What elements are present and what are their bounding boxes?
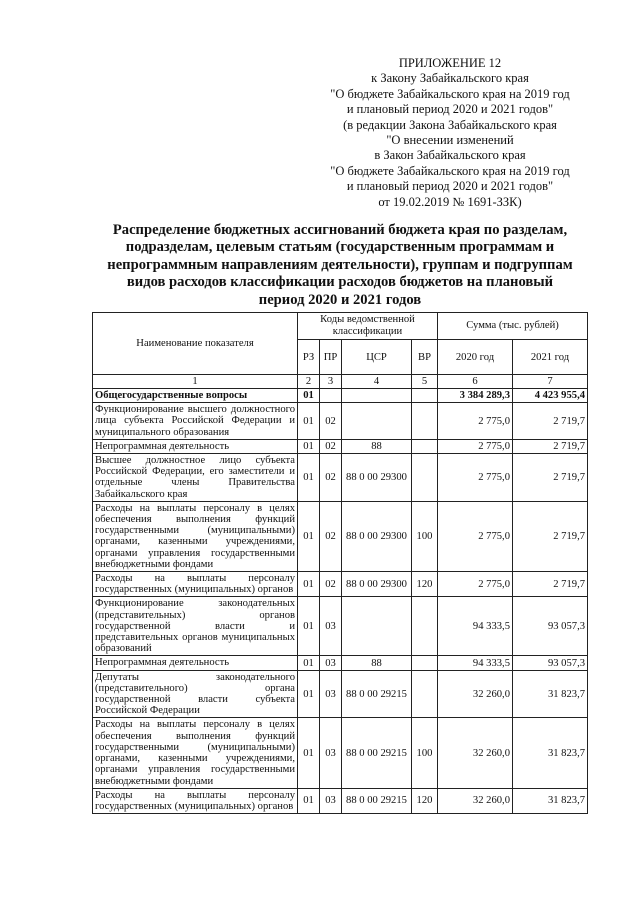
row-sum-2020: 3 384 289,3	[438, 389, 513, 403]
row-rz: 01	[298, 403, 320, 440]
header-line: "О бюджете Забайкальского края на 2019 год	[330, 86, 570, 101]
row-vr	[412, 403, 438, 440]
row-pr	[320, 389, 342, 403]
appendix-header	[300, 56, 600, 210]
row-sum-2021: 31 823,7	[513, 670, 588, 718]
row-rz: 01	[298, 788, 320, 813]
row-pr: 03	[320, 597, 342, 656]
row-csr: 88 0 00 29300	[342, 454, 412, 502]
row-vr: 120	[412, 788, 438, 813]
column-number: 5	[412, 375, 438, 389]
row-csr: 88 0 00 29300	[342, 572, 412, 597]
row-sum-2020: 2 775,0	[438, 403, 513, 440]
row-csr: 88	[342, 439, 412, 453]
header-vr: ВР	[412, 340, 438, 375]
row-vr	[412, 454, 438, 502]
table-row	[93, 597, 588, 656]
row-name: Расходы на выплаты персоналу государственных (муниципальных) органов	[93, 788, 298, 813]
row-sum-2020: 32 260,0	[438, 718, 513, 788]
budget-table	[92, 312, 588, 814]
title-line: подразделам, целевым статьям (государственным программам и	[125, 239, 555, 256]
header-line: "О внесении изменений	[386, 133, 514, 148]
row-pr: 02	[320, 572, 342, 597]
title-line: видов расходов классификации расходов бюджетов на плановый	[126, 274, 554, 291]
row-name: Расходы на выплаты персоналу в целях обеспечения выполнения функций государственными (муниципальными) органами, казенными учреждениями, органами управления государственными внебюджетными фондами	[93, 501, 298, 571]
row-sum-2021: 31 823,7	[513, 788, 588, 813]
row-pr: 02	[320, 403, 342, 440]
header-pr: ПР	[320, 340, 342, 375]
header-codes: Коды ведомственной классификации	[298, 313, 438, 340]
column-number: 4	[342, 375, 412, 389]
table-row	[93, 670, 588, 718]
row-rz: 01	[298, 454, 320, 502]
column-number: 2	[298, 375, 320, 389]
row-csr	[342, 389, 412, 403]
row-sum-2021: 93 057,3	[513, 656, 588, 670]
row-sum-2020: 94 333,5	[438, 656, 513, 670]
row-pr: 02	[320, 501, 342, 571]
header-line: "О бюджете Забайкальского края на 2019 год	[330, 163, 570, 178]
row-rz: 01	[298, 597, 320, 656]
row-csr: 88 0 00 29215	[342, 670, 412, 718]
header-line: в Закон Забайкальского края	[374, 148, 526, 163]
table-row	[93, 403, 588, 440]
table-row	[93, 656, 588, 670]
row-vr	[412, 597, 438, 656]
header-line: к Закону Забайкальского края	[371, 71, 529, 86]
row-name: Депутаты законодательного (представительного) органа государственной власти субъекта Российской Федерации	[93, 670, 298, 718]
row-name: Функционирование законодательных (представительных) органов государственной власти и представительных органов муниципальных образований	[93, 597, 298, 656]
row-pr: 03	[320, 656, 342, 670]
table-row	[93, 454, 588, 502]
table-row	[93, 718, 588, 788]
row-sum-2021: 2 719,7	[513, 439, 588, 453]
row-vr: 120	[412, 572, 438, 597]
header-line: (в редакции Закона Забайкальского края	[343, 117, 557, 132]
row-rz: 01	[298, 572, 320, 597]
header-csr: ЦСР	[342, 340, 412, 375]
row-name: Высшее должностное лицо субъекта Российской Федерации, его заместители и отдельные члены Правительства Забайкальского края	[93, 454, 298, 502]
table-row	[93, 501, 588, 571]
header-line: ПРИЛОЖЕНИЕ 12	[398, 56, 502, 70]
table-row	[93, 439, 588, 453]
row-vr	[412, 670, 438, 718]
row-rz: 01	[298, 389, 320, 403]
row-rz: 01	[298, 439, 320, 453]
table-row	[93, 788, 588, 813]
column-number: 1	[93, 375, 298, 389]
header-line: и плановый период 2020 и 2021 годов"	[346, 102, 554, 117]
row-sum-2021: 2 719,7	[513, 403, 588, 440]
row-name: Расходы на выплаты персоналу в целях обеспечения выполнения функций государственными (муниципальными) органами, казенными учреждениями, органами управления государственными внебюджетными фондами	[93, 718, 298, 788]
row-name: Непрограммная деятельность	[93, 439, 298, 453]
row-vr	[412, 389, 438, 403]
row-name: Расходы на выплаты персоналу государственных (муниципальных) органов	[93, 572, 298, 597]
row-sum-2020: 2 775,0	[438, 454, 513, 502]
row-sum-2020: 94 333,5	[438, 597, 513, 656]
row-name: Функционирование высшего должностного лица субъекта Российской Федерации и муниципального образования	[93, 403, 298, 440]
row-sum-2021: 93 057,3	[513, 597, 588, 656]
header-line: от 19.02.2019 № 1691-ЗЗК)	[378, 194, 522, 209]
row-pr: 03	[320, 718, 342, 788]
row-sum-2021: 4 423 955,4	[513, 389, 588, 403]
row-sum-2021: 2 719,7	[513, 572, 588, 597]
header-sum: Сумма (тыс. рублей)	[438, 313, 588, 340]
table-row	[93, 389, 588, 403]
row-csr	[342, 403, 412, 440]
row-sum-2021: 2 719,7	[513, 501, 588, 571]
row-vr	[412, 656, 438, 670]
title-line: непрограммным направлениям деятельности), группам и подгруппам	[107, 256, 573, 273]
row-csr: 88 0 00 29215	[342, 718, 412, 788]
row-sum-2020: 2 775,0	[438, 572, 513, 597]
column-number: 6	[438, 375, 513, 389]
column-number: 3	[320, 375, 342, 389]
row-pr: 02	[320, 454, 342, 502]
row-sum-2021: 2 719,7	[513, 454, 588, 502]
header-name: Наименование показателя	[93, 313, 298, 375]
title-line: Распределение бюджетных ассигнований бюджета края по разделам,	[112, 222, 568, 238]
row-rz: 01	[298, 718, 320, 788]
row-rz: 01	[298, 670, 320, 718]
row-csr: 88 0 00 29215	[342, 788, 412, 813]
header-2020: 2020 год	[438, 340, 513, 375]
table-body	[93, 389, 588, 814]
header-2021: 2021 год	[513, 340, 588, 375]
row-sum-2021: 31 823,7	[513, 718, 588, 788]
column-number: 7	[513, 375, 588, 389]
row-vr: 100	[412, 718, 438, 788]
row-sum-2020: 32 260,0	[438, 670, 513, 718]
document-title	[105, 222, 575, 309]
row-pr: 03	[320, 788, 342, 813]
header-rz: РЗ	[298, 340, 320, 375]
row-pr: 02	[320, 439, 342, 453]
row-csr	[342, 597, 412, 656]
title-line: период 2020 и 2021 годов	[258, 291, 422, 308]
table-row	[93, 572, 588, 597]
row-sum-2020: 32 260,0	[438, 788, 513, 813]
row-vr	[412, 439, 438, 453]
row-sum-2020: 2 775,0	[438, 439, 513, 453]
row-name: Непрограммная деятельность	[93, 656, 298, 670]
row-vr: 100	[412, 501, 438, 571]
row-csr: 88 0 00 29300	[342, 501, 412, 571]
row-sum-2020: 2 775,0	[438, 501, 513, 571]
row-rz: 01	[298, 656, 320, 670]
header-line: и плановый период 2020 и 2021 годов"	[346, 179, 554, 194]
row-pr: 03	[320, 670, 342, 718]
row-rz: 01	[298, 501, 320, 571]
row-csr: 88	[342, 656, 412, 670]
row-name: Общегосударственные вопросы	[93, 389, 298, 403]
